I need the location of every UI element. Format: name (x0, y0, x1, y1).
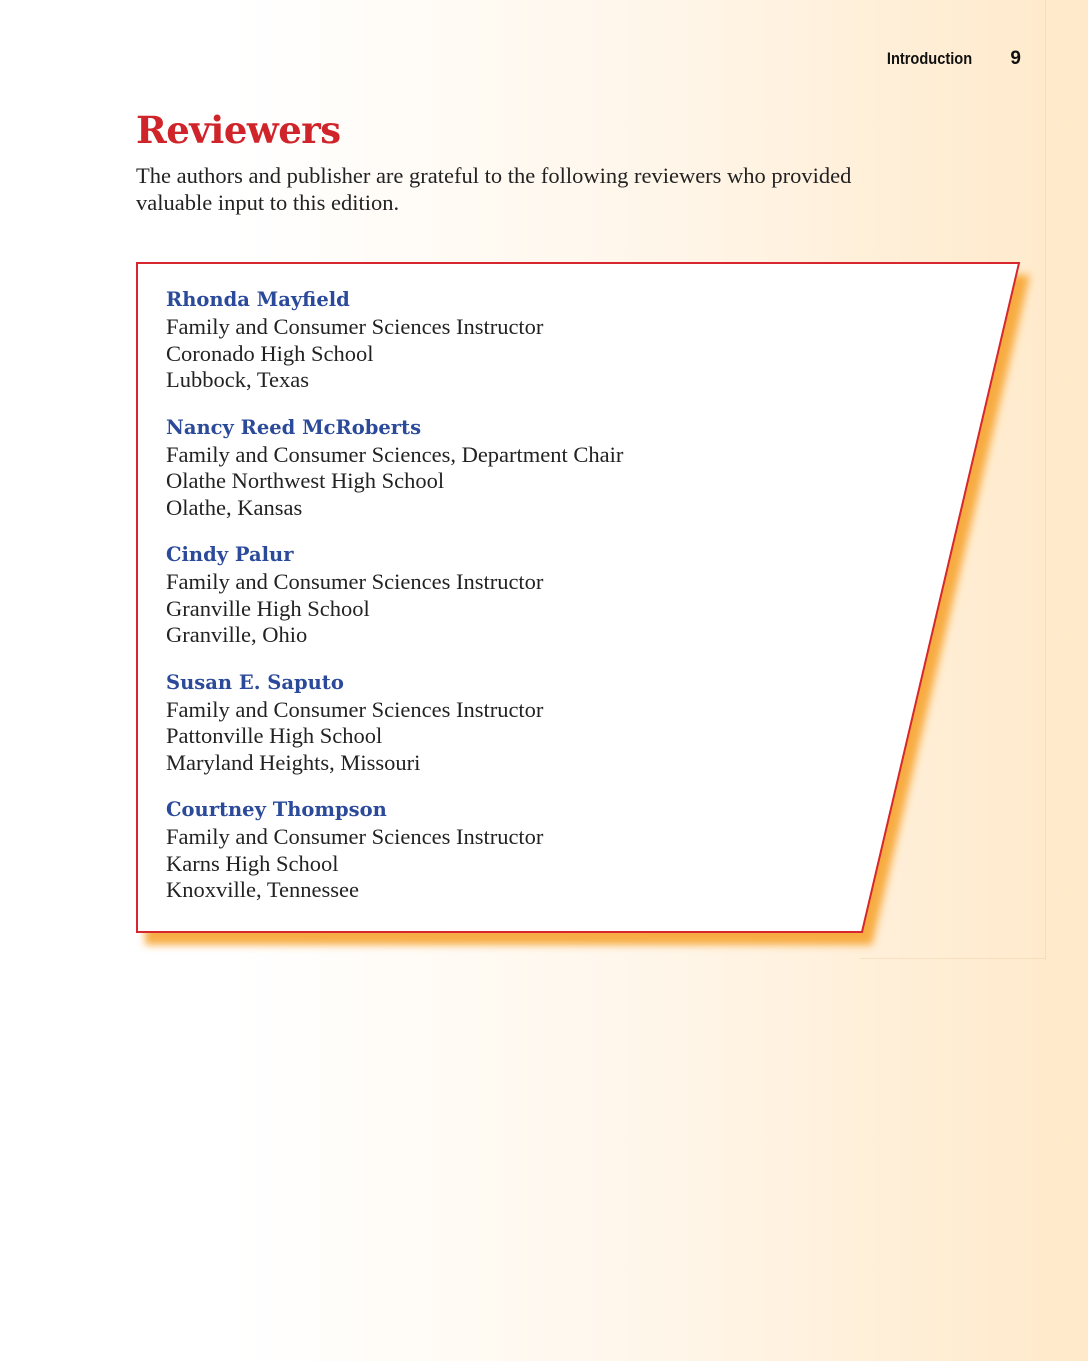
intro-paragraph: The authors and publisher are grateful to the following reviewers who provided valuable input to this edition. (136, 163, 852, 215)
reviewer-location: Granville, Ohio (166, 622, 308, 647)
reviewer-title: Family and Consumer Sciences Instructor (166, 569, 544, 594)
reviewer-school: Karns High School (166, 850, 339, 876)
reviewer-name: Cindy Palur (166, 543, 294, 566)
reviewer-name: Nancy Reed McRoberts (166, 415, 422, 439)
page-number: 9 (1010, 48, 1021, 69)
reviewer-title: Family and Consumer Sciences, Department Chair (166, 441, 624, 467)
page-title: Reviewers (136, 108, 341, 152)
reviewer-location: Olathe, Kansas (166, 494, 303, 520)
reviewer-entry (166, 286, 846, 394)
reviewer-title: Family and Consumer Sciences Instructor (166, 824, 544, 849)
reviewer-title: Family and Consumer Sciences Instructor (166, 696, 544, 722)
running-head-section: Introduction (887, 49, 973, 68)
reviewer-name: Courtney Thompson (166, 798, 387, 821)
reviewer-school: Granville High School (166, 595, 370, 621)
reviewer-list (166, 286, 846, 924)
reviewer-entry (166, 414, 846, 522)
reviewer-school: Olathe Northwest High School (166, 468, 445, 493)
reviewer-title: Family and Consumer Sciences Instructor (166, 314, 544, 339)
reviewer-location: Knoxville, Tennessee (166, 877, 359, 902)
reviewer-school: Pattonville High School (166, 723, 383, 748)
reviewer-location: Maryland Heights, Missouri (166, 749, 421, 775)
reviewer-entry (166, 796, 846, 904)
reviewer-school: Coronado High School (166, 340, 374, 366)
reviewer-entry (166, 541, 846, 649)
reviewer-entry (166, 669, 846, 777)
reviewer-location: Lubbock, Texas (166, 367, 309, 392)
reviewer-name: Rhonda Mayfield (166, 288, 350, 311)
reviewer-name: Susan E. Saputo (166, 670, 344, 694)
